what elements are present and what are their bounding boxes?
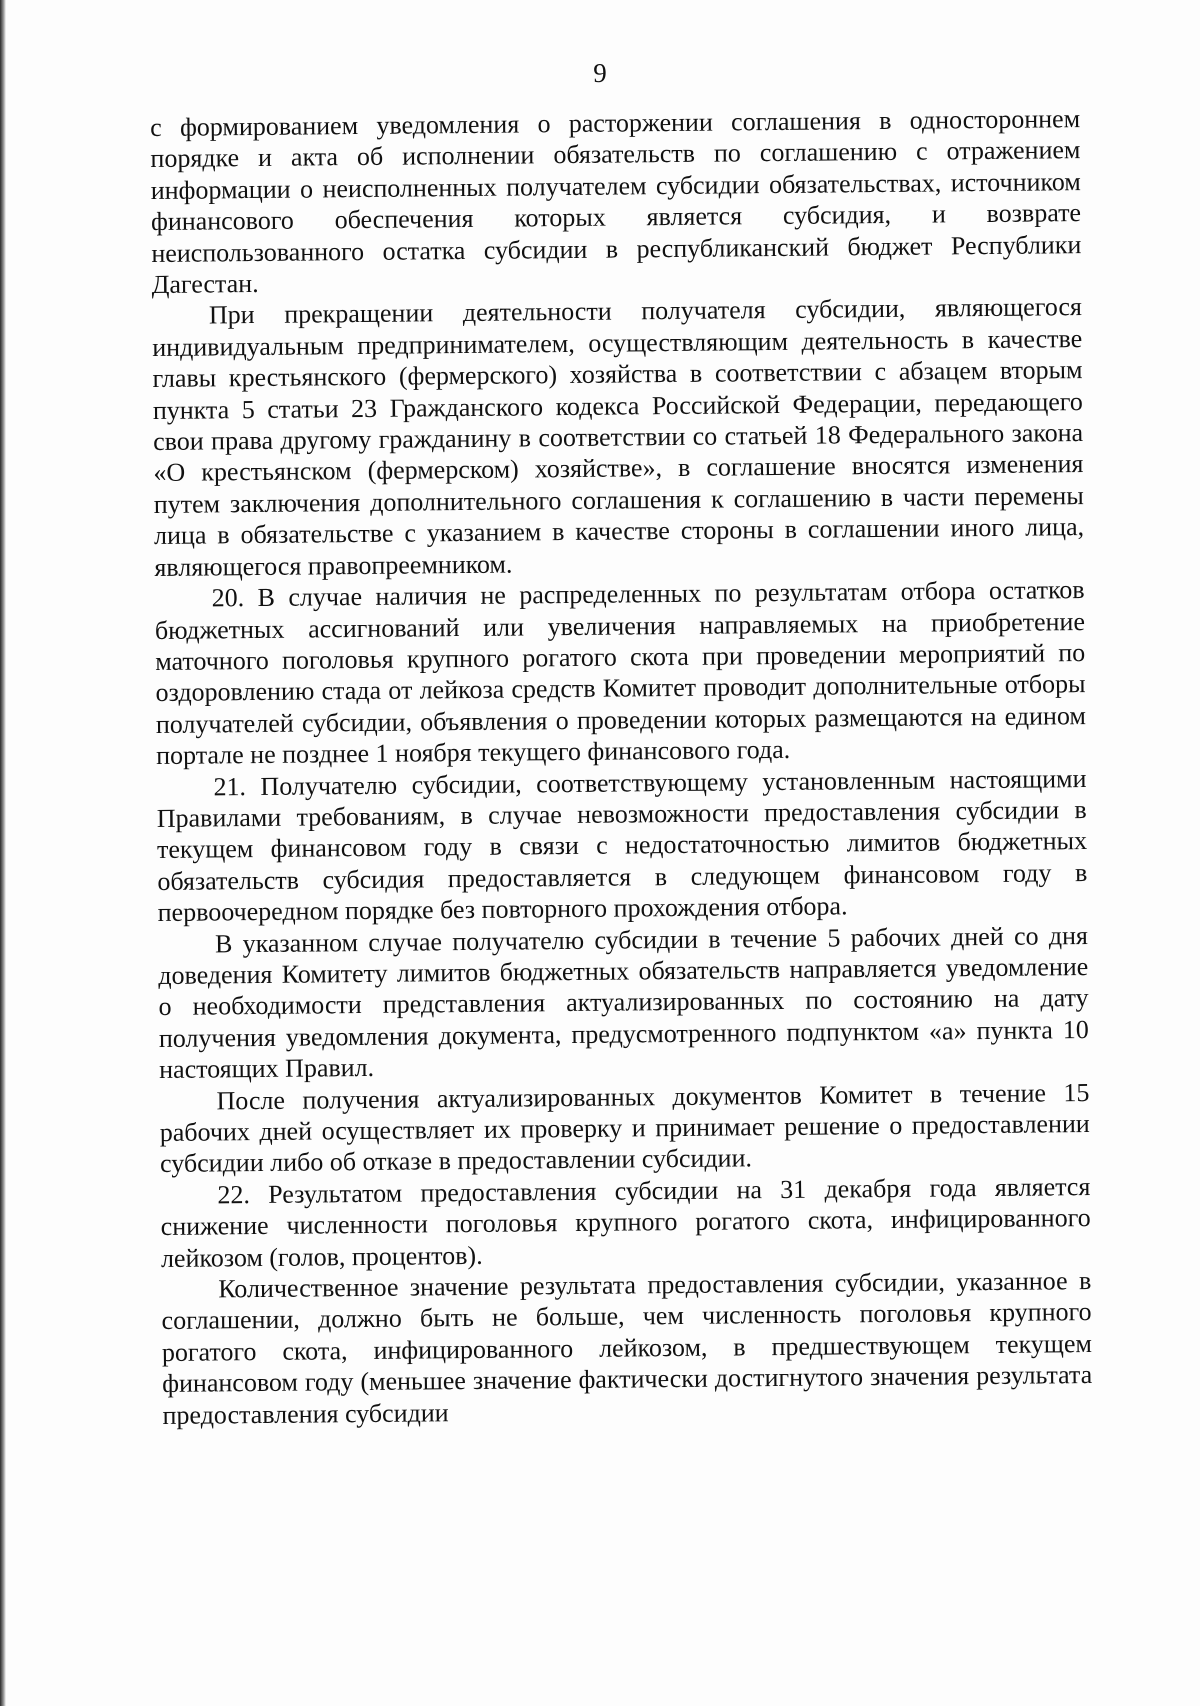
body-text	[150, 103, 1093, 1431]
paragraph-successor-clause: При прекращении деятельности получателя субсидии, являющегося индивидуальным предпринимателем, осуществляющим деятельность в качестве главы крестьянского (фермерского) хозяйства в соответствии с абзацем вторым пункта 5 статьи 23 Гражданского кодекса Российской Федерации, передающего свои права другому гражданину в соответствии со статьей 18 Федерального закона «О крестьянском (фермерском) хозяйстве», в соглашение вносятся изменения путем заключения дополнительного соглашения к соглашению в части перемены лица в обязательстве с указанием в качестве стороны в соглашении иного лица, являющегося правопреемником.	[152, 292, 1085, 582]
paragraph-quantitative-value: Количественное значение результата предоставления субсидии, указанное в соглашении, должно быть не больше, чем численность поголовья крупного рогатого скота, инфицированного лейкозом, в предшествующем текущем финансовом году (меньшее значение фактически достигнутого значения результата предоставления субсидии	[161, 1266, 1093, 1430]
paragraph-clause-22: 22. Результатом предоставления субсидии на 31 декабря года является снижение численности поголовья крупного рогатого скота, инфицированного лейкозом (голов, процентов).	[160, 1171, 1091, 1273]
paragraph-clause-20: 20. В случае наличия не распределенных по результатам отбора остатков бюджетных ассигнований или увеличения направляемых на приобретение маточного поголовья крупного рогатого скота при проведении мероприятий по оздоровлению стада от лейкоза средств Комитет проводит дополнительные отборы получателей субсидии, объявления о проведении которых размещаются на едином портале не позднее 1 ноября текущего финансового года.	[154, 575, 1086, 771]
page-number: 9	[593, 58, 607, 88]
paragraph-clause-21: 21. Получателю субсидии, соответствующему установленным настоящими Правилами требованиям, в случае невозможности предоставления субсидии в текущем финансовом году в связи с недостаточностью лимитов бюджетных обязательств субсидия предоставляется в следующем финансовом году в первоочередном порядке без повторного прохождения отбора.	[156, 763, 1088, 928]
paragraph-continuation: с формированием уведомления о расторжении соглашения в одностороннем порядке и акта об исполнении обязательств по соглашению с отражением информации о неисполненных получателем субсидии обязательствах, источником финансового обеспечения которых является субсидия, и возврате неиспользованного остатка субсидии в республиканский бюджет Республики Дагестан.	[150, 104, 1082, 300]
paragraph-verification: После получения актуализированных документов Комитет в течение 15 рабочих дней осуществляет их проверку и принимает решение о предоставлении субсидии либо об отказе в предоставлении субсидии.	[159, 1077, 1090, 1179]
scan-edge-shadow	[0, 0, 6, 1706]
paragraph-notification: В указанном случае получателю субсидии в течение 5 рабочих дней со дня доведения Комитету лимитов бюджетных обязательств направляется уведомление о необходимости представления актуализированных по состоянию на дату получения уведомления документа, предусмотренного подпунктом «а» пункта 10 настоящих Правил.	[158, 920, 1089, 1085]
